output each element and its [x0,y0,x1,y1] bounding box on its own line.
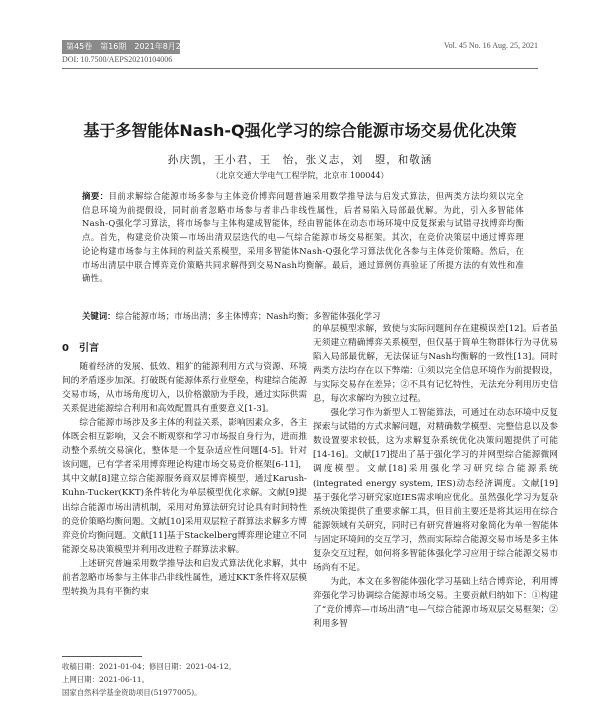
doi: DOI: 10.7500/AEPS20210104006 [62,55,173,64]
body-paragraph: 强化学习作为新型人工智能算法，可通过在动态环境中反复探索与试错的方式求解问题，对精确数学模型、完整信息以及参数设置要求较低，这为求解复杂系统优化决策问题提供了可能[14-16]。文献[17]提出了基于强化学习的并网型综合能源微网调度模型。文献[18]采用强化学习研究综合能源系统(integrated energy system, IES)动态经济调度。文献[19]基于强化学习研究家庭IES需求响应优化。虽然强化学习为复杂系统决策提供了重要求解工具，但目前主要还是将其运用在综合能源领域有关研究，同时已有研究普遍将对象简化为单一智能体与固定环境间的交互学习，然而实际综合能源交易市场是多主体复杂交互过程，如何将多智能体强化学习应用于综合能源交易市场尚有不足。 [313,408,558,573]
right-column [313,322,558,631]
keywords [82,310,524,322]
footnote-rule [62,656,142,657]
header-rule [62,68,538,69]
section-heading: 0 引言 [62,343,99,354]
abstract [82,190,524,286]
affiliation: （北京交通大学电气工程学院，北京市 100044） [211,171,389,180]
abstract-label: 摘要： [82,191,109,201]
body-paragraph: 为此，本文在多智能体强化学习基础上结合博弈论，利用博弈强化学习协调综合能源市场交易。主要贡献归纳如下：①构建了“竞价博弈—市场出清”电—气综合能源市场双层交易框架；②利用多智 [313,576,558,629]
keywords-label: 关键词： [82,311,116,321]
journal-issue-english: Vol. 45 No. 16 Aug. 25, 2021 [443,41,538,50]
footnote-online: 上网日期：2021-06-11。 [62,675,149,684]
body-paragraph: 上述研究普遍采用数学推导法和启发式算法优化求解，其中前者忽略市场参与主体非凸非线性属性，通过KKT条件将双层模型转换为具有平衡约束 [62,558,307,597]
left-column [62,342,307,599]
keywords-text: 综合能源市场；市场出清；多主体博弈；Nash均衡；多智能体强化学习 [115,311,381,321]
footnote-funding: 国家自然科学基金资助项目(51977005)。 [62,688,202,697]
footnotes [62,660,236,699]
body-paragraph: 综合能源市场涉及多主体的利益关系，影响因素众多，各主体既会相互影响，又会不断观察和学习市场报自身行为，进而推动整个系统交易演化，整体是一个复杂适应性问题[4-5]。针对该问题，已有学者采用博弈理论构建市场交易竞价框架[6-11]，其中文献[8]建立综合能源服务商双层博弈模型，通过Karush-Kuhn-Tucker(KKT)条件转化为单层模型优化求解。文献[9]提出综合能源市场出清机制，采用对角算法研究讨论具有时间特性的竞价策略均衡问题。文献[10]采用双层粒子群算法求解多方博弈竞价均衡问题。文献[11]基于Stackelberg博弈理论建立不同能源交易决策模型并利用改进粒子群算法求解。 [62,418,307,555]
paper-title: 基于多智能体Nash-Q强化学习的综合能源市场交易优化决策 [83,121,517,140]
body-paragraph: 随着经济的发展、低效、粗犷的能源利用方式与资源、环境间的矛盾逐步加深。打破既有能源体系行业壁垒，构建综合能源交易市场，从市场角度切入，以价格激励为手段，通过实际供需关系促进能源综合利用和高效配置具有重要意义[1-3]。 [62,362,307,415]
body-paragraph: 的单层模型求解，致使与实际问题间存在建模误差[12]。后者虽无须建立精确博弈关系模型，但仅基于简单生物群体行为寻优易陷入局部最优解，无法保证与Nash均衡解的一致性[13]。同时两类方法均存在以下弊端：①须以完全信息环境作为前提假设，与实际交易存在差异；②不具有记忆特性，无法充分利用历史信息，每次求解均为独立过程。 [313,324,558,405]
footnote-received: 收稿日期：2021-01-04；修回日期：2021-04-12。 [62,662,236,671]
abstract-text: 目前求解综合能源市场多参与主体竞价博弈问题普遍采用数学推导法与启发式算法，但两类方法均须以完全信息环境为前提假设，同时前者忽略市场参与者非凸非线性属性，后者易陷入局部最优解。为此，引入多智能体Nash-Q强化学习算法，将市场参与主体构建成智能体，经由智能体在动态市场环境中反复探索与试错寻找博弈均衡点。首先，构建竞价决策—市场出清双层迭代的电—气综合能源市场交易框架。其次，在竞价决策层中通过博弈理论论构建市场参与主体间的利益关系模型，采用多智能体Nash-Q强化学习算法优化各参与主体竞价策略。然后，在市场出清层中联合博弈竞价策略共同求解得到交易Nash均衡解。最后，通过算例仿真验证了所提方法的有效性和准确性。 [82,191,524,284]
journal-issue-badge: 第45卷 第16期 2021年8月25日 [62,40,180,54]
author-list: 孙庆凯，王小君，王 怡，张义志，刘 曌，和敬涵 [167,154,433,166]
